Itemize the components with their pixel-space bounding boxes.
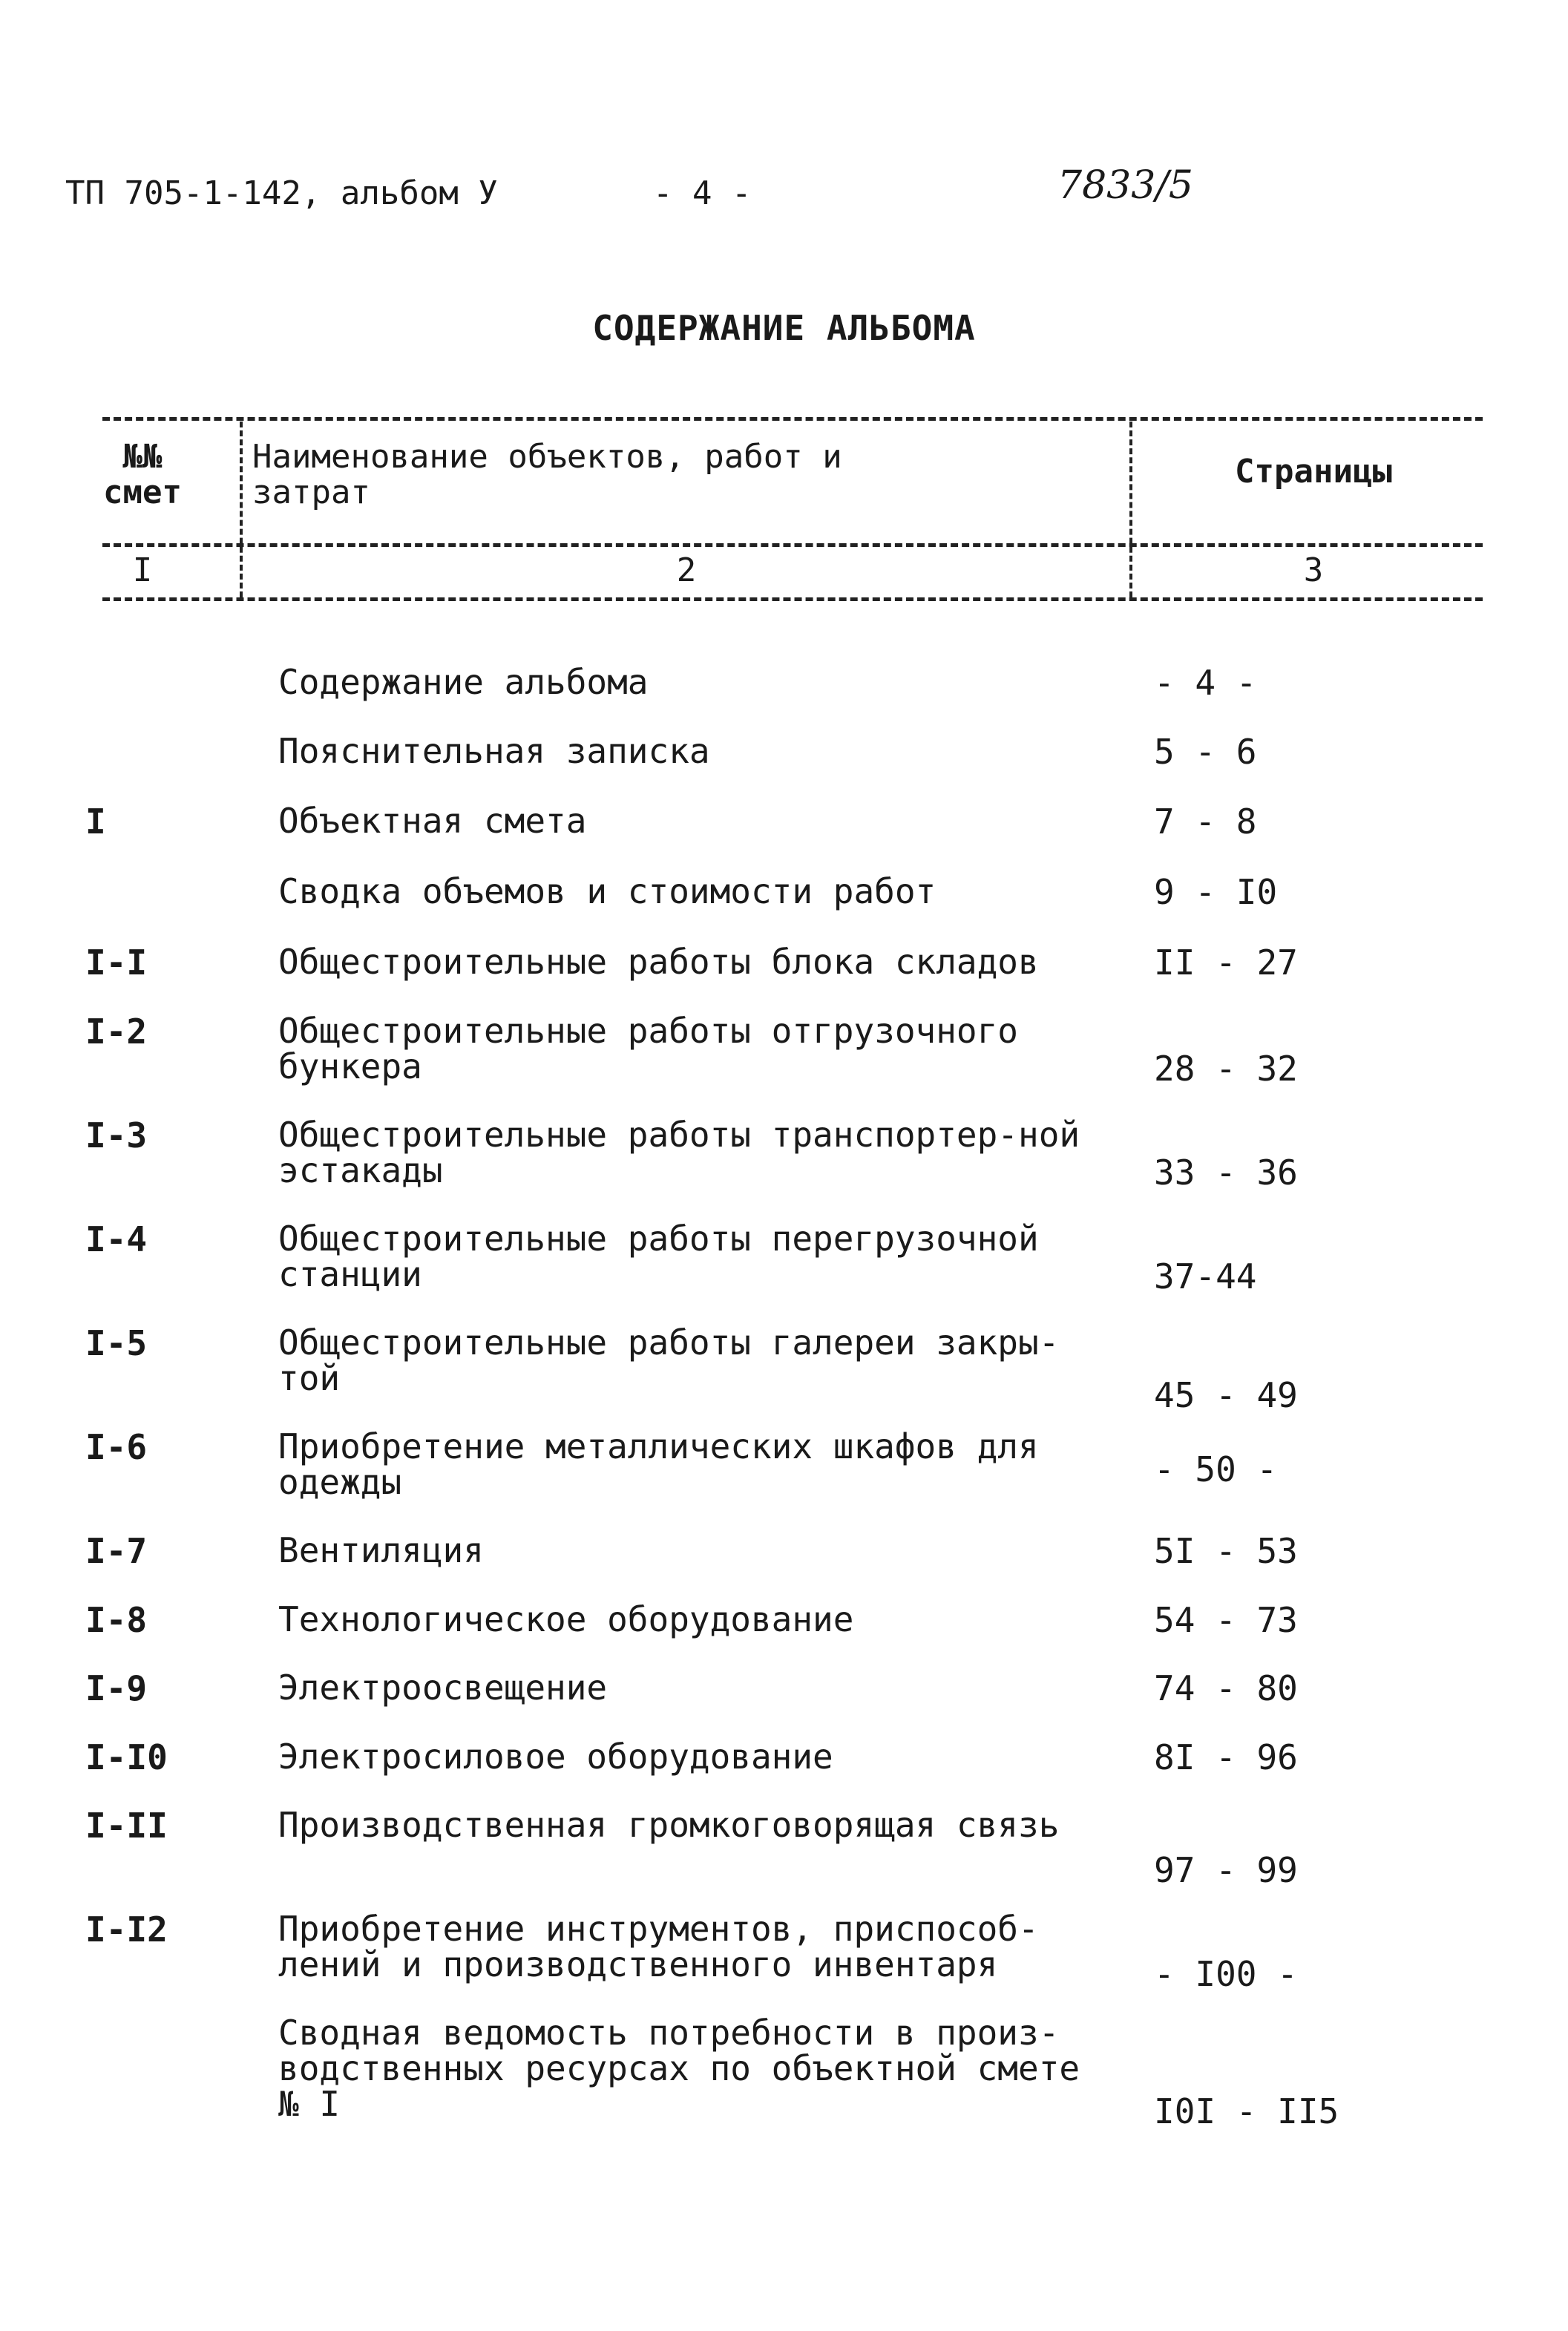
item-name: Общестроительные работы транспортер-ной эстакады <box>278 1115 1080 1190</box>
doc-code: ТП 705-1-142 <box>65 174 301 212</box>
estimate-number: I-II <box>85 1806 168 1846</box>
column-header-pages: Страницы <box>1235 453 1392 491</box>
column-number-1: I <box>132 551 153 589</box>
page-title: СОДЕРЖАНИЕ АЛЬБОМА <box>592 308 976 348</box>
item-name: Вентиляция <box>278 1530 484 1570</box>
table-number-rule <box>102 597 1483 601</box>
page-number: - 4 - <box>653 174 752 212</box>
estimate-number: I-6 <box>85 1427 148 1467</box>
column-header-name: Наименование объектов, работ и затрат <box>252 438 842 511</box>
page-range: 8I - 96 <box>1154 1737 1298 1777</box>
estimate-number: I-I0 <box>85 1737 168 1777</box>
page-range: 45 - 49 <box>1154 1375 1298 1415</box>
estimate-number: I-7 <box>85 1531 148 1571</box>
item-name: Общестроительные работы отгрузочного бункера <box>278 1011 1018 1086</box>
page-range: 9 - I0 <box>1154 872 1278 912</box>
estimate-number: I-9 <box>85 1668 148 1708</box>
document-code <box>65 174 498 212</box>
item-name: Общестроительные работы галереи закры-той <box>278 1322 1060 1398</box>
table-header-rule <box>102 543 1483 547</box>
page-range: 74 - 80 <box>1154 1668 1298 1708</box>
item-name: Общестроительные работы перегрузочной станции <box>278 1219 1039 1294</box>
estimate-number: I-4 <box>85 1219 148 1259</box>
item-name: Электросиловое оборудование <box>278 1737 833 1777</box>
column-number-3: 3 <box>1303 551 1324 589</box>
column-divider-2 <box>1129 422 1132 597</box>
item-name: Электроосвещение <box>278 1668 608 1708</box>
item-name: Приобретение инструментов, приспособ-лений и производственного инвентаря <box>278 1909 1039 1984</box>
page-range: 5 - 6 <box>1154 732 1257 772</box>
item-name: Технологическое оборудование <box>278 1599 854 1639</box>
column-number-2: 2 <box>676 551 697 589</box>
estimate-number: I <box>85 801 106 842</box>
estimate-number: I-3 <box>85 1115 148 1155</box>
item-name: Производственная громкоговорящая связь <box>278 1805 1060 1845</box>
estimate-number: I-8 <box>85 1600 148 1640</box>
page-range: - 4 - <box>1154 663 1257 703</box>
page-range: 7 - 8 <box>1154 801 1257 842</box>
album-label: , альбом У <box>301 174 498 212</box>
estimate-number: I-I <box>85 942 148 983</box>
estimate-number: I-I2 <box>85 1909 168 1950</box>
registration-number: 7833/5 <box>1057 163 1193 208</box>
item-name: Сводка объемов и стоимости работ <box>278 871 936 911</box>
page-range: - I00 - <box>1154 1954 1298 1994</box>
page-range: 37-44 <box>1154 1256 1257 1296</box>
column-divider-1 <box>240 422 243 597</box>
item-name: Приобретение металлических шкафов для одежды <box>278 1426 1039 1502</box>
table-top-rule <box>102 417 1483 421</box>
item-name: Объектная смета <box>278 801 587 841</box>
page-range: 54 - 73 <box>1154 1600 1298 1640</box>
item-name: Общестроительные работы блока складов <box>278 942 1039 982</box>
page-range: 28 - 32 <box>1154 1049 1298 1089</box>
page-range: I0I - II5 <box>1154 2091 1339 2131</box>
page-range: - 50 - <box>1154 1449 1278 1489</box>
item-name: Пояснительная записка <box>278 731 710 771</box>
estimate-number: I-5 <box>85 1323 148 1363</box>
item-name: Сводная ведомость потребности в произ-водственных ресурсах по объектной смете № I <box>278 2013 1080 2124</box>
estimate-number: I-2 <box>85 1012 148 1052</box>
column-header-estimate-number: №№ смет <box>103 438 182 511</box>
item-name: Содержание альбома <box>278 662 649 702</box>
page-range: 97 - 99 <box>1154 1850 1298 1890</box>
page-range: II - 27 <box>1154 942 1298 983</box>
page-range: 33 - 36 <box>1154 1153 1298 1193</box>
page-range: 5I - 53 <box>1154 1531 1298 1571</box>
